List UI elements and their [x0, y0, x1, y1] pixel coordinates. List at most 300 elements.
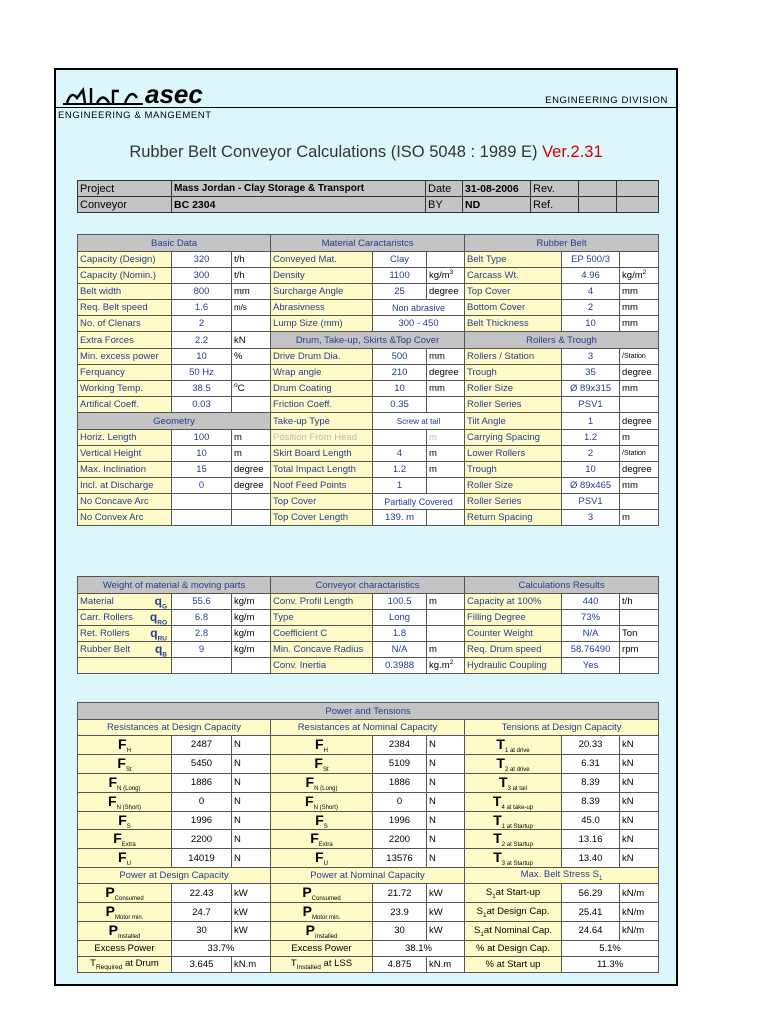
value-cell: 21.72 [373, 884, 427, 903]
unit-cell: kN/m [620, 922, 659, 941]
field-value: 73% [562, 610, 620, 626]
field-label: Total Impact Length [271, 462, 373, 478]
unit-cell: kN [620, 754, 659, 773]
field-label: Lump Size (mm) [271, 316, 373, 332]
symbol-cell: $P_{Installed}$ [78, 922, 172, 941]
symbol: F [310, 830, 319, 847]
symbol-cell: $F_{St}$ [271, 754, 373, 773]
unit-cell: m [620, 510, 659, 526]
field-value: 800 [172, 284, 232, 300]
header-divider [56, 107, 676, 108]
symbol: F [305, 773, 315, 790]
unit-cell: t/h [620, 594, 659, 610]
symbol: T [493, 849, 502, 866]
rev-label: Rev. [531, 181, 579, 197]
field-value: 100 [172, 430, 232, 446]
unit-cell: /Station [620, 446, 659, 462]
field-value: Clay [373, 252, 427, 268]
unit-cell: kN.m [232, 956, 271, 972]
section-header: Conveyor charactaristics [271, 577, 465, 594]
q-symbol: $q_B$ [154, 642, 167, 658]
symbol-cell: $T_{2 at Startup}$ [465, 830, 562, 849]
unit-cell: N [427, 811, 465, 830]
rev-value [579, 181, 617, 197]
section-header: Tensions at Design Capacity [465, 720, 659, 736]
field-label: Bottom Cover [465, 300, 562, 316]
field-value: 139. m [373, 510, 427, 526]
field-value: 58.76490 [562, 642, 620, 658]
unit-cell: kW [232, 903, 271, 922]
unit-cell: mm [620, 300, 659, 316]
ref-label: Ref. [531, 197, 579, 213]
section-header: Weight of material & moving parts [78, 577, 271, 594]
field-value: 15 [172, 462, 232, 478]
unit-cell: degree [232, 462, 271, 478]
unit-cell: kg/m [232, 594, 271, 610]
field-label: Carrying Spacing [465, 430, 562, 446]
asec-logo [61, 76, 211, 108]
unit-cell: degree [427, 365, 465, 381]
field-label: Capacity (Design) [78, 252, 172, 268]
field-label: Conv. Profil Length [271, 594, 373, 610]
unit-cell: t/h [232, 268, 271, 284]
project-table [77, 180, 659, 213]
field-value: 300 [172, 268, 232, 284]
symbol-cell: $P_{Motor min.}$ [271, 903, 373, 922]
field-value: 4 [562, 284, 620, 300]
unit-cell [620, 252, 659, 268]
unit-cell: N [427, 773, 465, 792]
value-cell: 8.39 [562, 773, 620, 792]
unit-cell: N [232, 849, 271, 868]
excess-value: 5.1% [562, 940, 659, 956]
field-label: Req. Belt speed [78, 300, 172, 316]
calculation-sheet [54, 68, 678, 986]
section-header: Basic Data [78, 235, 271, 252]
symbol-cell: $F_{Extra}$ [78, 830, 172, 849]
field-value: EP 500/3 [562, 252, 620, 268]
field-label: Vertical Height [78, 446, 172, 462]
symbol-cell: $F_{N (Long)}$ [271, 773, 373, 792]
symbol: P [305, 922, 315, 939]
field-value: 1 [562, 413, 620, 430]
symbol-cell: $F_H$ [271, 736, 373, 755]
field-label: Artifical Coeff. [78, 397, 172, 413]
symbol: P [105, 884, 115, 901]
symbol: P [105, 903, 115, 920]
symbol: F [314, 754, 323, 771]
symbol-cell: $F_U$ [271, 849, 373, 868]
weight-label: Carr. Rollers $q_{RO}$ [78, 610, 172, 626]
field-label: Min. Concave Radius [271, 642, 373, 658]
torque-value: 3.645 [172, 956, 232, 972]
unit-cell: kN [620, 792, 659, 811]
value-cell: 24.7 [172, 903, 232, 922]
field-label: Noof Feed Points [271, 478, 373, 494]
value-cell: 2487 [172, 736, 232, 755]
value-cell: 1996 [373, 811, 427, 830]
startup-value: 11.3% [562, 956, 659, 972]
field-label: Working Temp. [78, 381, 172, 397]
field-label: Rollers / Station [465, 349, 562, 365]
field-value [172, 494, 232, 510]
unit-cell [427, 478, 465, 494]
field-value: 1.8 [373, 626, 427, 642]
torque-label: $T_{Required}$ at Drum [78, 956, 172, 972]
unit-cell: kN [232, 332, 271, 349]
field-label: Conveyed Mat. [271, 252, 373, 268]
unit-cell: mm [232, 284, 271, 300]
field-value: 2 [562, 446, 620, 462]
unit-cell: m [427, 594, 465, 610]
field-value: 4.96 [562, 268, 620, 284]
symbol: P [108, 922, 118, 939]
symbol-cell: $T_{2 at drive}$ [465, 754, 562, 773]
symbol-cell: $F_U$ [78, 849, 172, 868]
unit-cell: kg/m [232, 642, 271, 658]
field-value: 1.6 [172, 300, 232, 316]
symbol-cell: $F_{N (Short)}$ [78, 792, 172, 811]
field-label: Extra Forces [78, 332, 172, 349]
unit-cell: kN.m [427, 956, 465, 972]
symbol: P [302, 903, 312, 920]
field-value: 210 [373, 365, 427, 381]
field-label: Ferquancy [78, 365, 172, 381]
value-cell: 5109 [373, 754, 427, 773]
excess-label: % at Design Cap. [465, 940, 562, 956]
field-label: Counter Weight [465, 626, 562, 642]
unit-cell: $kg.m^2$ [427, 658, 465, 674]
symbol-cell: $P_{Installed}$ [271, 922, 373, 941]
field-label: Return Spacing [465, 510, 562, 526]
symbol: F [118, 811, 127, 828]
stress-label: $S_1at$ Start-up [465, 884, 562, 903]
unit-cell: m [427, 462, 465, 478]
symbol-cell: $T_{3 at Startup}$ [465, 849, 562, 868]
weight-value: 55.6 [172, 594, 232, 610]
unit-cell: N [232, 830, 271, 849]
field-value: Ø 89x465 [562, 478, 620, 494]
field-label: Drum Coating [271, 381, 373, 397]
unit-cell: kW [427, 903, 465, 922]
symbol: F [118, 736, 127, 752]
unit-cell [620, 610, 659, 626]
symbol: F [315, 849, 324, 866]
section-header: Resistances at Nominal Capacity [271, 720, 465, 736]
field-label: Abrasivness [271, 300, 373, 316]
unit-cell [427, 397, 465, 413]
weight-label: Ret. Rollers $q_{RU}$ [78, 626, 172, 642]
symbol: F [315, 736, 324, 752]
field-value: 10 [562, 462, 620, 478]
symbol: T [496, 736, 505, 752]
company-label: ENGINEERING & MANGEMENT [58, 110, 212, 121]
symbol: F [113, 830, 122, 847]
symbol-cell: $F_S$ [78, 811, 172, 830]
section-header: Rollers & Trough [465, 332, 659, 349]
symbol: F [108, 792, 117, 809]
value-cell: 13576 [373, 849, 427, 868]
date-label: Date [426, 181, 463, 197]
symbol-cell: $P_{Motor min.}$ [78, 903, 172, 922]
value-cell: 0 [172, 792, 232, 811]
unit-cell: degree [620, 365, 659, 381]
field-label: Req. Drum speed [465, 642, 562, 658]
unit-cell: /Station [620, 349, 659, 365]
field-label: Top Cover Length [271, 510, 373, 526]
value-cell: 0 [373, 792, 427, 811]
section-header: Max. Belt Stress $S_1$ [465, 868, 659, 884]
unit-cell [232, 658, 271, 674]
value-cell: 8.39 [562, 792, 620, 811]
field-label: Belt width [78, 284, 172, 300]
unit-cell: Ton [620, 626, 659, 642]
symbol: F [118, 849, 127, 866]
symbol-cell: $F_S$ [271, 811, 373, 830]
value-cell: 30 [172, 922, 232, 941]
field-value: 2.2 [172, 332, 232, 349]
unit-cell: $kg/m^2$ [620, 268, 659, 284]
field-value: 38.5 [172, 381, 232, 397]
symbol-cell: $T_{3 at tail}$ [465, 773, 562, 792]
symbol-cell: $T_{1 at drive}$ [465, 736, 562, 755]
section-header: Power at Nominal Capacity [271, 868, 465, 884]
value-cell: 1886 [373, 773, 427, 792]
unit-cell [620, 397, 659, 413]
excess-label: Excess Power [271, 940, 373, 956]
field-value: 2 [172, 316, 232, 332]
field-value: 10 [373, 381, 427, 397]
weight-value [172, 658, 232, 674]
unit-cell: m/s [232, 300, 271, 316]
unit-cell: m [427, 642, 465, 658]
unit-cell [427, 510, 465, 526]
title-text: Rubber Belt Conveyor Calculations (ISO 5048 : 1989 E) [129, 143, 538, 161]
weight-value: 6.8 [172, 610, 232, 626]
unit-cell: mm [620, 284, 659, 300]
field-label: Roller Series [465, 494, 562, 510]
symbol: T [499, 773, 508, 790]
symbol-cell: $T_{4 at take-up}$ [465, 792, 562, 811]
value-cell: 45.0 [562, 811, 620, 830]
field-value: Yes [562, 658, 620, 674]
section-header: Geometry [78, 413, 271, 430]
field-value: 25 [373, 284, 427, 300]
q-symbol: $q_{RO}$ [149, 610, 167, 626]
unit-cell: kN/m [620, 903, 659, 922]
unit-cell: kN/m [620, 884, 659, 903]
page-title [56, 143, 676, 162]
field-value: 3 [562, 349, 620, 365]
field-label: Friction Coeff. [271, 397, 373, 413]
torque-label: $T_{Installed}$ at LSS [271, 956, 373, 972]
weight-label: Rubber Belt $q_B$ [78, 642, 172, 658]
project-value: Mass Jordan - Clay Storage & Transport [172, 181, 426, 197]
unit-cell: kg/m [232, 610, 271, 626]
excess-label: Excess Power [78, 940, 172, 956]
unit-cell: kW [427, 884, 465, 903]
field-label: Drive Drum Dia. [271, 349, 373, 365]
field-value: Non abrasive [373, 300, 465, 316]
unit-cell: kW [427, 922, 465, 941]
value-cell: 22.43 [172, 884, 232, 903]
value-cell: 14019 [172, 849, 232, 868]
unit-cell [232, 494, 271, 510]
blank-cell [617, 181, 659, 197]
field-label: Top Cover [271, 494, 373, 510]
unit-cell: mm [620, 316, 659, 332]
field-label: Horiz. Length [78, 430, 172, 446]
value-cell: 2200 [373, 830, 427, 849]
field-value: 440 [562, 594, 620, 610]
field-value: 50 Hz [172, 365, 232, 381]
field-label: Roller Size [465, 381, 562, 397]
field-value: PSV1 [562, 397, 620, 413]
field-label: Conv. Inertia [271, 658, 373, 674]
value-cell: 20.33 [562, 736, 620, 755]
field-value: 0 [172, 478, 232, 494]
project-label: Project [78, 181, 172, 197]
symbol-cell: $F_{St}$ [78, 754, 172, 773]
field-label: Tilt Angle [465, 413, 562, 430]
field-value: 100.5 [373, 594, 427, 610]
field-label: Filling Degree [465, 610, 562, 626]
stress-label: $S_1at$ Nominal Cap. [465, 922, 562, 941]
value-cell: 23.9 [373, 903, 427, 922]
field-label: No. of Clenars [78, 316, 172, 332]
field-value: 10 [562, 316, 620, 332]
symbol-cell: $F_{N (Short)}$ [271, 792, 373, 811]
field-value: 500 [373, 349, 427, 365]
unit-cell: m [427, 446, 465, 462]
unit-cell: kN [620, 736, 659, 755]
unit-cell: N [427, 849, 465, 868]
unit-cell: kN [620, 830, 659, 849]
symbol: F [117, 754, 126, 771]
results-table [77, 576, 659, 674]
unit-cell: m [232, 430, 271, 446]
unit-cell [232, 316, 271, 332]
ref-value [579, 197, 617, 213]
weight-value: 9 [172, 642, 232, 658]
svg-text:asec: asec [145, 79, 203, 108]
date-value: 31-08-2006 [463, 181, 531, 197]
field-value: 1100 [373, 268, 427, 284]
value-cell: 30 [373, 922, 427, 941]
unit-cell: m [232, 446, 271, 462]
field-value: 3 [562, 510, 620, 526]
field-label: Hydraulic Coupling [465, 658, 562, 674]
field-label: Position From Head [271, 430, 373, 446]
unit-cell: N [232, 754, 271, 773]
field-label: Trough [465, 462, 562, 478]
field-value: 320 [172, 252, 232, 268]
symbol-cell: $P_{Consumed}$ [271, 884, 373, 903]
unit-cell [620, 658, 659, 674]
section-title: Power and Tensions [78, 703, 659, 720]
field-value: 4 [373, 446, 427, 462]
field-label: Carcass Wt. [465, 268, 562, 284]
field-label: Belt Type [465, 252, 562, 268]
version-label: Ver.2.31 [542, 143, 603, 161]
symbol: T [496, 754, 505, 771]
field-value: 35 [562, 365, 620, 381]
symbol: T [492, 792, 502, 809]
by-value: ND [463, 197, 531, 213]
field-value: 10 [172, 349, 232, 365]
weight-label [78, 658, 172, 674]
unit-cell [427, 252, 465, 268]
unit-cell [620, 494, 659, 510]
unit-cell: N [427, 754, 465, 773]
design-data-table [77, 234, 659, 526]
field-value: Partially Covered [373, 494, 465, 510]
unit-cell: N [232, 792, 271, 811]
section-header: Rubber Belt [465, 235, 659, 252]
unit-cell: % [232, 349, 271, 365]
unit-cell: t/h [232, 252, 271, 268]
value-cell: 6.31 [562, 754, 620, 773]
symbol: F [315, 811, 324, 828]
unit-cell: degree [620, 413, 659, 430]
field-value: 300 - 450 [373, 316, 465, 332]
field-label: Density [271, 268, 373, 284]
field-label: Belt Thickness [465, 316, 562, 332]
field-label: No Concave Arc [78, 494, 172, 510]
unit-cell: degree [427, 284, 465, 300]
field-label: Capacity (Nomin.) [78, 268, 172, 284]
startup-label: % at Start up [465, 956, 562, 972]
unit-cell: kW [232, 884, 271, 903]
unit-cell: degree [620, 462, 659, 478]
field-label: No Convex Arc [78, 510, 172, 526]
stress-label: $S_1at$ Design Cap. [465, 903, 562, 922]
unit-cell: N [427, 736, 465, 755]
field-label: Trough [465, 365, 562, 381]
field-value [373, 430, 427, 446]
unit-cell: rpm [620, 642, 659, 658]
unit-cell: kN [620, 849, 659, 868]
field-value: 2 [562, 300, 620, 316]
field-label: Min. excess power [78, 349, 172, 365]
symbol: T [493, 830, 502, 847]
symbol-cell: $F_{N (Long)}$ [78, 773, 172, 792]
section-header: Resistances at Design Capacity [78, 720, 271, 736]
field-value: Screw at tail [373, 413, 465, 430]
blank-cell [617, 197, 659, 213]
field-label: Roller Series [465, 397, 562, 413]
field-label: Top Cover [465, 284, 562, 300]
field-label: Max. Inclination [78, 462, 172, 478]
symbol: T [493, 811, 502, 828]
unit-cell: $^o$C [232, 381, 271, 397]
unit-cell: degree [232, 478, 271, 494]
symbol-cell: $P_{Consumed}$ [78, 884, 172, 903]
unit-cell: mm [427, 349, 465, 365]
unit-cell: m [427, 430, 465, 446]
section-header: Drum, Take-up, Skirts &Top Cover [271, 332, 465, 349]
conveyor-value: BC 2304 [172, 197, 426, 213]
value-cell: 1996 [172, 811, 232, 830]
unit-cell: kN [620, 811, 659, 830]
unit-cell: $kg/m^3$ [427, 268, 465, 284]
field-value: Ø 89x315 [562, 381, 620, 397]
q-symbol: $q_G$ [154, 594, 167, 610]
unit-cell: N [232, 811, 271, 830]
field-label: Coefficient C [271, 626, 373, 642]
value-cell: 56.29 [562, 884, 620, 903]
weight-label: Material $q_G$ [78, 594, 172, 610]
